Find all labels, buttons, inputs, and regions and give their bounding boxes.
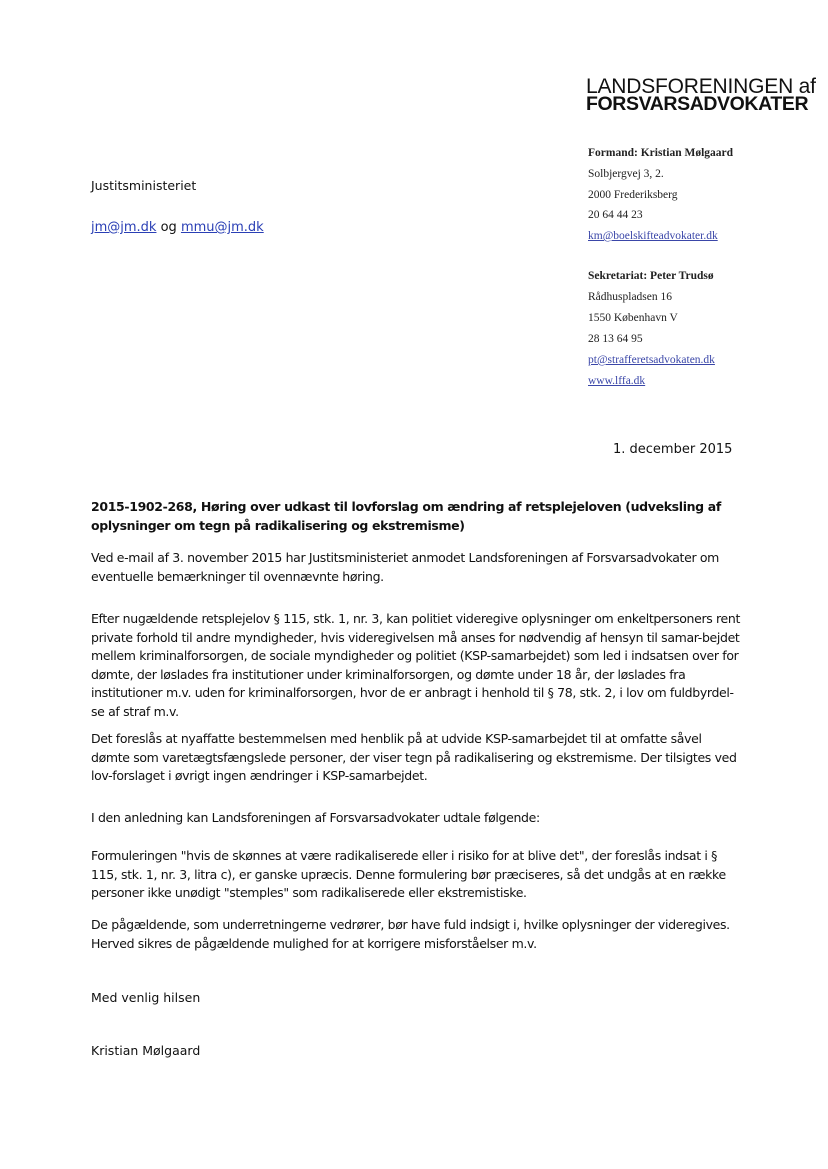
body-paragraph: Formuleringen "hvis de skønnes at være radikaliserede eller i risiko for at blive det", der foreslås indsat i § 115, stk. 1, nr. 3, litra c), er ganske upræcis. Denne formulering bør præciseres, så det undgås at en række personer ikke unødigt "stemples" som radikaliserede eller ekstremistiske. — [91, 848, 726, 900]
body-paragraph: Det foreslås at nyaffatte bestemmelsen med henblik på at udvide KSP-samarbejdet til at omfatte såvel dømte som varetægtsfængslede personer, der viser tegn på radikalisering og ekstremisme. Der tilsigtes ved lov-forslaget i øvrigt ingen ændringer i KSP-samarbejdet. — [91, 731, 737, 783]
body-paragraph: I den anledning kan Landsforeningen af Forsvarsadvokater udtale følgende: — [91, 810, 540, 825]
body-paragraph: De pågældende, som underretningerne vedrører, bør have fuld indsigt i, hvilke oplysninger der videregives. Herved sikres de pågældende mulighed for at korrigere misforståelser m.v. — [91, 917, 730, 951]
recipient-email-link-1[interactable]: jm@jm.dk — [91, 220, 157, 235]
chair-street: Solbjergvej 3, 2. — [588, 168, 664, 180]
recipient-emails — [91, 220, 264, 235]
chair-email-link[interactable]: km@boelskifteadvokater.dk — [588, 230, 718, 242]
recipient-email-link-2[interactable]: mmu@jm.dk — [180, 220, 264, 235]
secretariat-phone: 28 13 64 95 — [588, 333, 643, 345]
secretariat-street: Rådhuspladsen 16 — [588, 291, 673, 303]
closing-salutation: Med venlig hilsen — [91, 990, 201, 1005]
body-paragraph: Efter nugældende retsplejelov § 115, stk. 1, nr. 3, kan politiet videregive oplysninger om enkeltpersoners rent private forhold til andre myndigheder, hvis videregivelsen må anses for nødvendig af hensyn til samar-bejdet mellem kriminalforsorgen, de sociale myndigheder og politiet (KSP-samarbejdet) som led i indsatsen over for dømte, der løslades fra institutioner under kriminalforsorgen, og dømte under 18 år, der løslades fra institutioner m.v. uden for kriminalforsorgen, hvor de er anbragt i henhold til § 78, stk. 2, i lov om fuldbyrdel-se af straf m.v. — [91, 611, 741, 719]
letterhead-name-line1: LANDSFORENINGEN af — [586, 75, 816, 98]
letterhead-name-line2: FORSVARSADVOKATER — [586, 93, 809, 115]
chair-phone: 20 64 44 23 — [588, 209, 643, 221]
recipient-email-joiner: og — [156, 220, 181, 235]
secretariat-email-link[interactable]: pt@strafferetsadvokaten.dk — [588, 354, 715, 366]
signer-name: Kristian Mølgaard — [91, 1043, 201, 1058]
body-paragraph: Ved e-mail af 3. november 2015 har Justitsministeriet anmodet Landsforeningen af Forsvarsadvokater om eventuelle bemærkninger til ovennævnte høring. — [91, 550, 719, 584]
letter-subject: 2015-1902-268, Høring over udkast til lovforslag om ændring af retsplejeloven (udveksling af oplysninger om tegn på radikalisering og ekstremisme) — [91, 499, 721, 533]
chair-city: 2000 Frederiksberg — [588, 189, 678, 201]
letter-date: 1. december 2015 — [613, 442, 733, 457]
recipient-name: Justitsministeriet — [91, 178, 197, 193]
chair-title: Formand: Kristian Mølgaard — [588, 147, 734, 159]
secretariat-city: 1550 København V — [588, 312, 678, 324]
secretariat-title: Sekretariat: Peter Trudsø — [588, 270, 714, 282]
website-link[interactable]: www.lffa.dk — [588, 375, 646, 387]
